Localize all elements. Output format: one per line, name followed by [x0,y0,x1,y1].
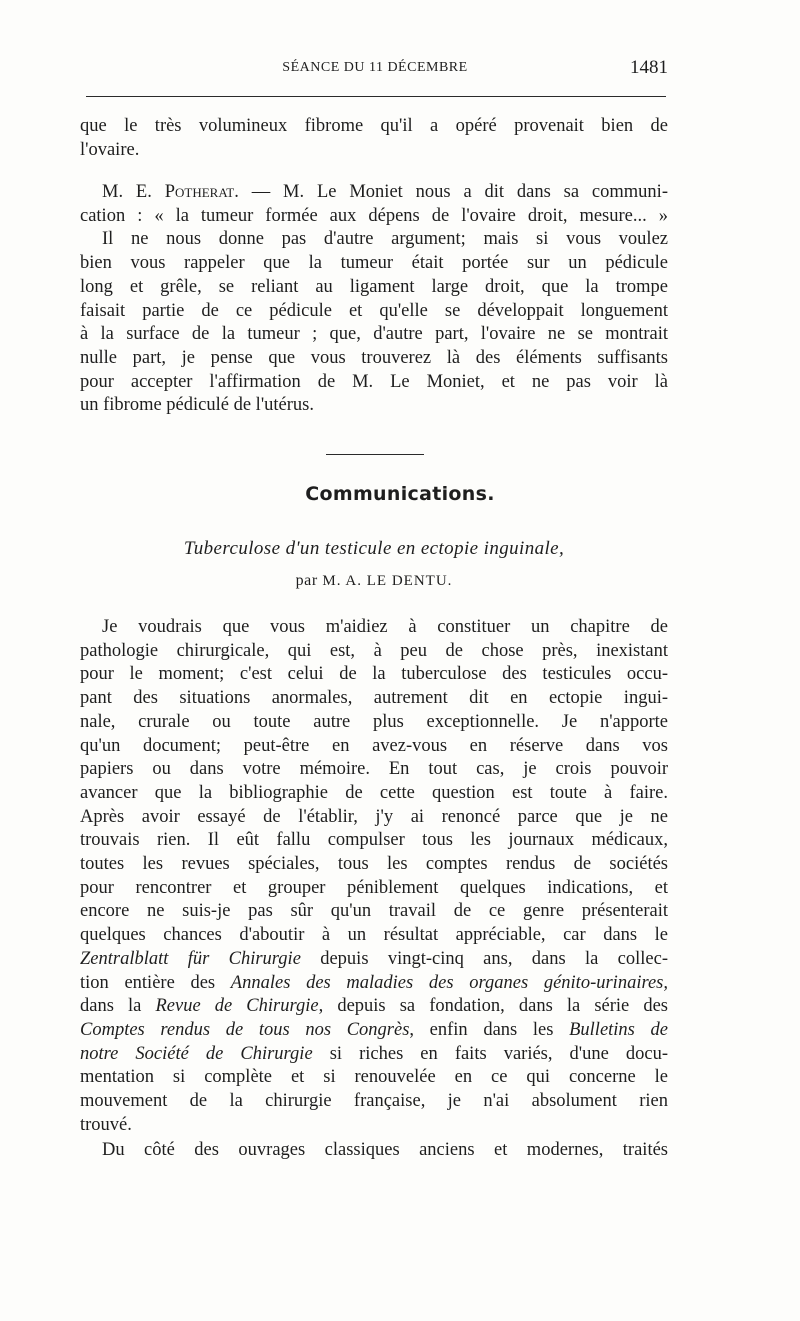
text-line: pant des situations anormales, autrement dit en ectopie ingui- [80,688,668,709]
text-line: M. E. Potherat. — M. Le Moniet nous a dit dans sa communi- [102,182,668,202]
text-line: pour le moment; c'est celui de la tuberculose des testicules occu- [80,664,668,685]
text-line: à la surface de la tumeur ; que, d'autre part, l'ovaire ne se montrait [80,324,668,345]
text-line: cation : « la tumeur formée aux dépens de l'ovaire droit, mesure... » [80,205,668,226]
text-line: Après avoir essayé de l'établir, j'y ai renoncé parce que je ne [80,806,668,827]
journal-title: Comptes rendus de tous nos Congrès [80,1019,410,1040]
text-line: papiers ou dans votre mémoire. En tout cas, je crois pouvoir [80,759,668,780]
text-line: trouvais rien. Il eût fallu compulser tous les journaux médicaux, [80,830,668,851]
article-byline [80,572,668,590]
separator-rule [326,454,424,455]
text-line: trouvé. [80,1114,132,1135]
running-title: SÉANCE DU 11 DÉCEMBRE [282,60,468,75]
journal-title: notre Société de Chirurgie [80,1043,313,1064]
journal-title: Bulletins de [569,1019,668,1040]
paragraph-next [80,1139,668,1163]
text-line: long et grêle, se reliant au ligament large droit, que la trompe [80,276,668,297]
journal-title: Revue de Chirurgie [155,996,319,1017]
text-line: dans la Revue de Chirurgie, depuis sa fondation, dans la série des [80,996,668,1017]
text-line: mouvement de la chirurgie française, je n'ai absolument rien [80,1091,668,1112]
text-line: mentation si complète et si renouvelée en ce qui concerne le [80,1067,668,1088]
header-rule [86,96,666,97]
text-line: Comptes rendus de tous nos Congrès, enfin dans les Bulletins de [80,1019,668,1040]
text-line: bien vous rappeler que la tumeur était portée sur un pédicule [80,253,668,274]
text-line: quelques chances d'aboutir à un résultat appréciable, car dans le [80,925,668,946]
byline-author: M. A. LE DENTU. [322,573,453,589]
text-line: avancer que la bibliographie de cette question est toute à faire. [80,782,668,803]
section-heading: Communications. [305,483,495,505]
text-line: encore ne suis-je pas sûr qu'un travail de ce genre présenterait [80,901,668,922]
text-line: pour accepter l'affirmation de M. Le Moniet, et ne pas voir là [80,371,668,392]
paragraph-potherat [80,181,668,418]
text-line: Il ne nous donne pas d'autre argument; mais si vous voulez [102,229,668,250]
paragraph-le-dentu [80,616,668,1137]
text-line: nulle part, je pense que vous trouverez là des éléments suffisants [80,347,668,368]
text-line: que le très volumineux fibrome qu'il a opéré provenait bien de [80,116,668,136]
text-line: un fibrome pédiculé de l'utérus. [80,395,314,416]
text-line: pathologie chirurgicale, qui est, à peu de chose près, inexistant [80,640,668,661]
text-line: pour rencontrer et grouper péniblement quelques indications, et [80,877,668,898]
journal-title: Annales des maladies des organes génito-urinaires, [230,972,669,993]
journal-title: Zentralblatt für Chirurgie [80,948,301,969]
text-line: faisait partie de ce pédicule et qu'elle se développait longuement [80,300,668,321]
text-line: nale, crurale ou toute autre plus exceptionnelle. Je n'apporte [80,711,668,732]
text-line: notre Société de Chirurgie si riches en faits variés, d'une docu- [80,1043,669,1064]
page-number: 1481 [630,57,668,78]
text-line: Du côté des ouvrages classiques anciens et modernes, traités [102,1140,668,1160]
byline-prefix: par [295,572,318,589]
running-head [82,57,668,86]
text-line: toutes les revues spéciales, tous les comptes rendus de sociétés [80,854,668,875]
text-line: qu'un document; peut-être en avez-vous en réserve dans vos [80,735,668,756]
article-title: Tuberculose d'un testicule en ectopie inguinale, [183,538,565,559]
speaker-name: M. E. Potherat. [102,182,239,202]
text-line: Zentralblatt für Chirurgie depuis vingt-cinq ans, dans la collec- [80,948,668,969]
text-line: tion entière des Annales des maladies des organes génito-urinaires, [80,972,669,993]
text-line: l'ovaire. [80,139,140,160]
text-line: Je voudrais que vous m'aidiez à constituer un chapitre de [102,617,668,637]
paragraph-continuation [80,115,668,162]
